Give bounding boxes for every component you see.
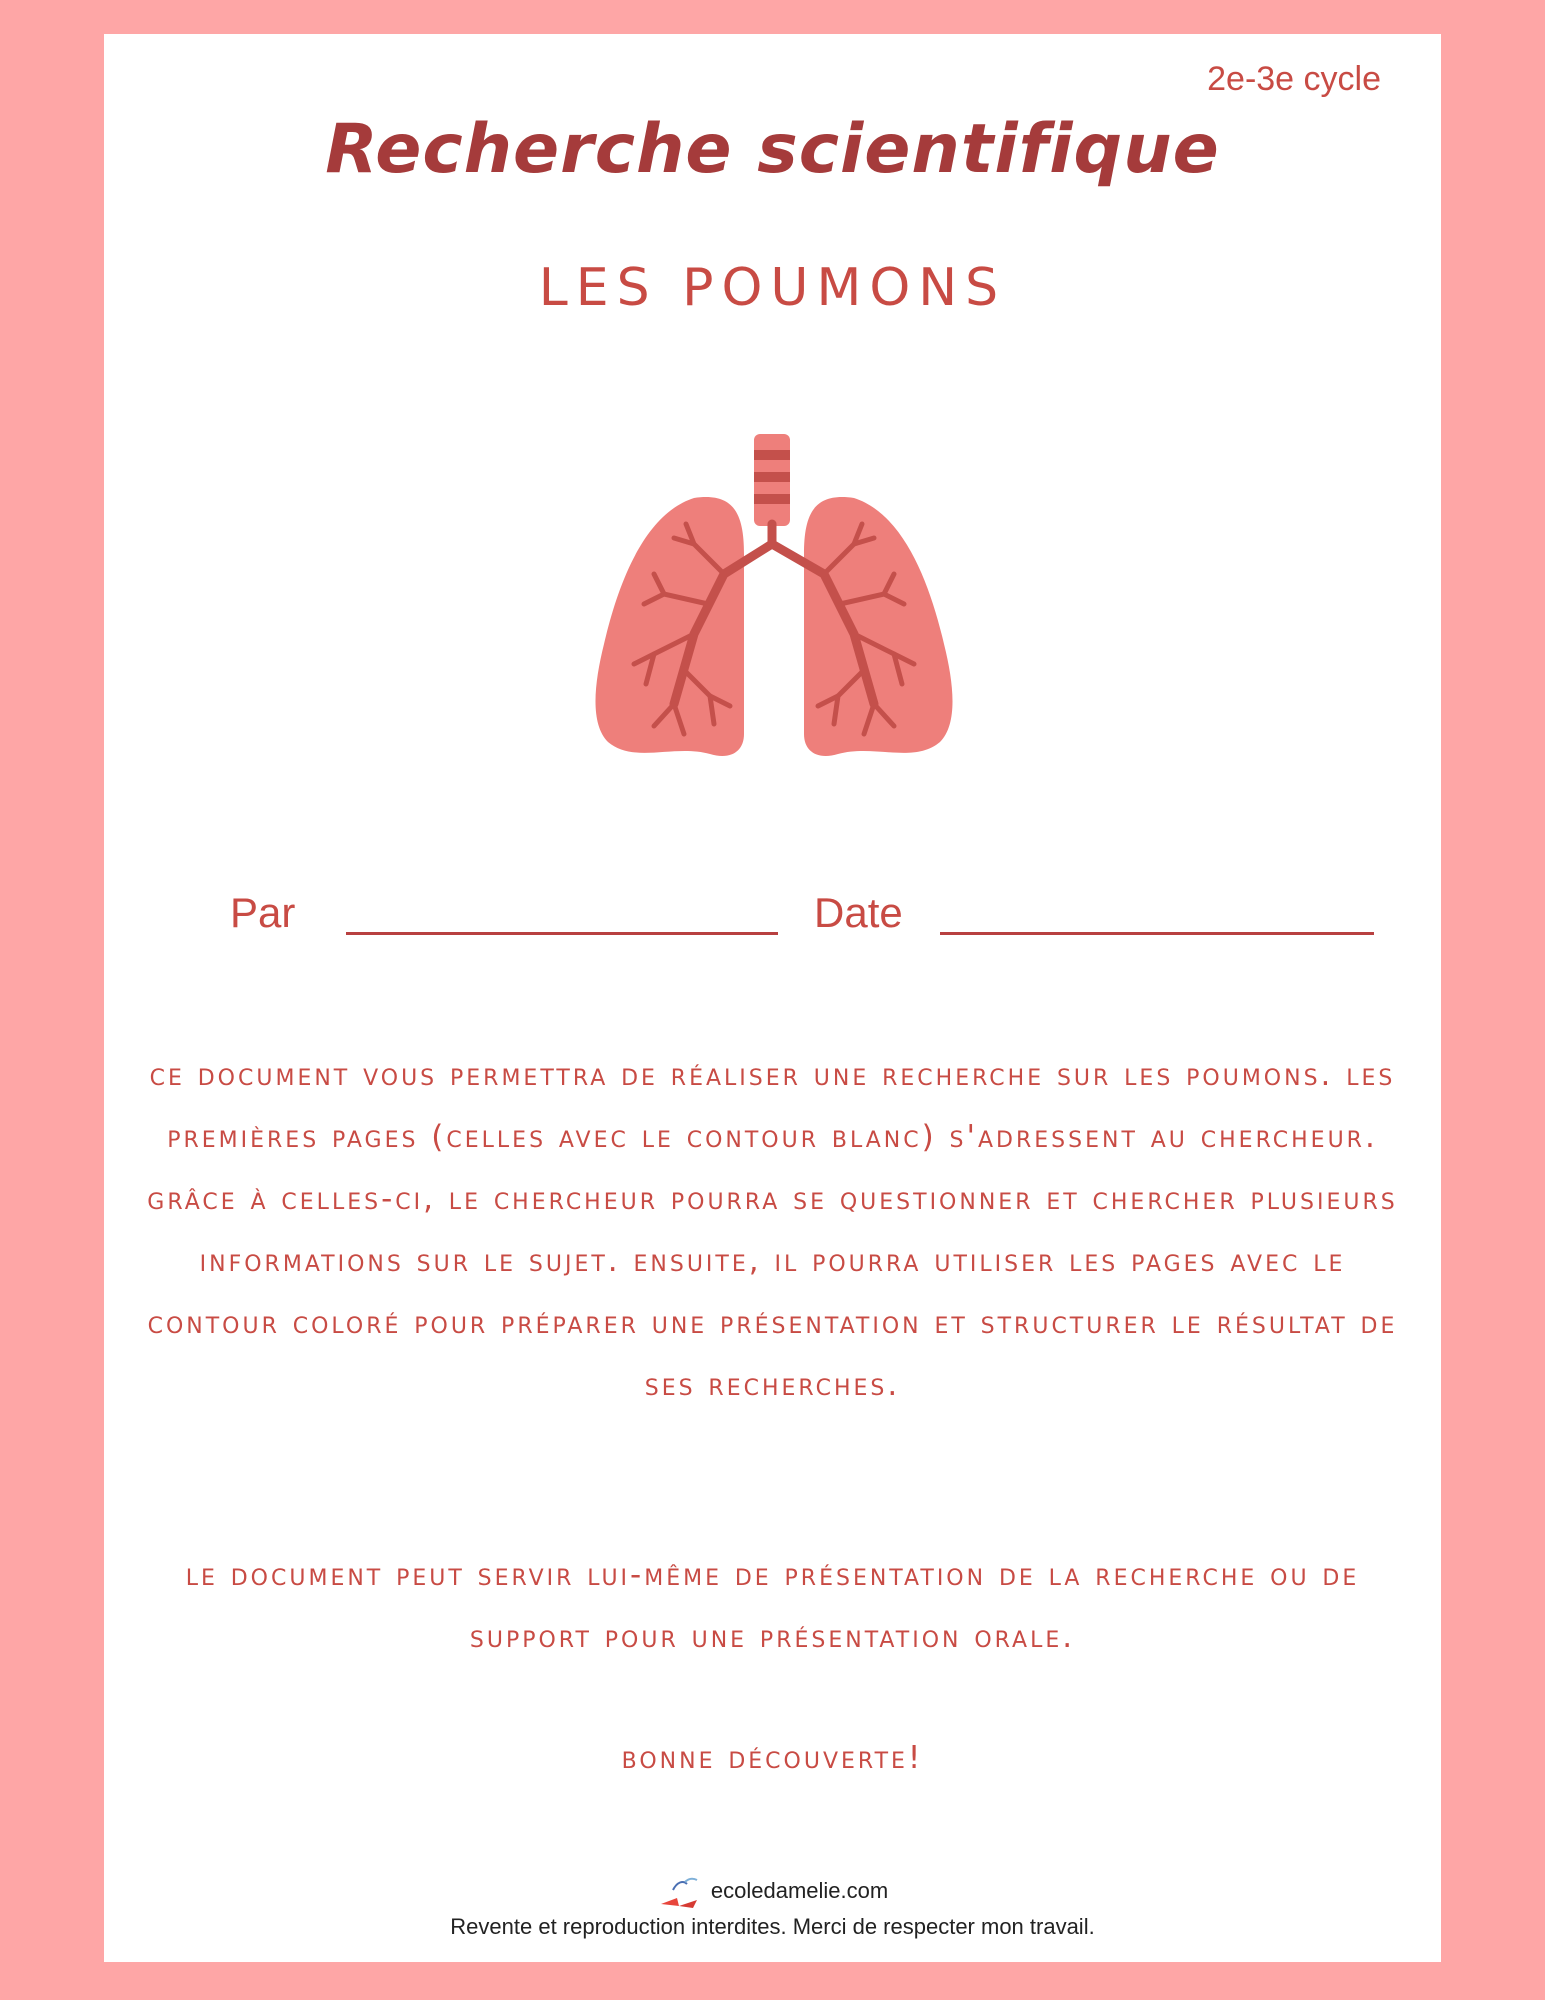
intro-paragraph: ce document vous permettra de réaliser une recherche sur les poumons. les premières pages (celles avec le contour blanc) s'adressent au chercheur. grâce à celles-ci, le chercheur pourra se questionner et chercher plusieurs informations sur le sujet. ensuite, il pourra utiliser les pages avec le contour coloré pour préparer une présentation et structurer le résultat de ses recherches. — [147, 1057, 1398, 1403]
page-title: Recherche scientifique — [325, 110, 1220, 189]
date-field[interactable] — [940, 932, 1374, 935]
lungs-icon — [594, 434, 954, 794]
document-page — [104, 34, 1441, 1962]
book-logo-icon — [657, 1874, 701, 1910]
copyright-notice: Revente et reproduction interdites. Merci de respecter mon travail. — [450, 1914, 1095, 1939]
site-name[interactable]: ecoledamelie.com — [710, 1877, 889, 1903]
site-credit — [104, 1874, 1441, 1910]
usage-paragraph: le document peut servir lui-même de présentation de la recherche ou de support pour une présentation orale. — [185, 1557, 1360, 1655]
author-label: Par — [230, 889, 296, 936]
level-label: 2e-3e cycle — [1207, 60, 1381, 98]
author-field[interactable] — [346, 932, 778, 935]
closing-line: bonne découverte! — [621, 1740, 924, 1776]
date-label: Date — [814, 889, 903, 936]
page-subtitle: LES POUMONS — [538, 258, 1007, 318]
